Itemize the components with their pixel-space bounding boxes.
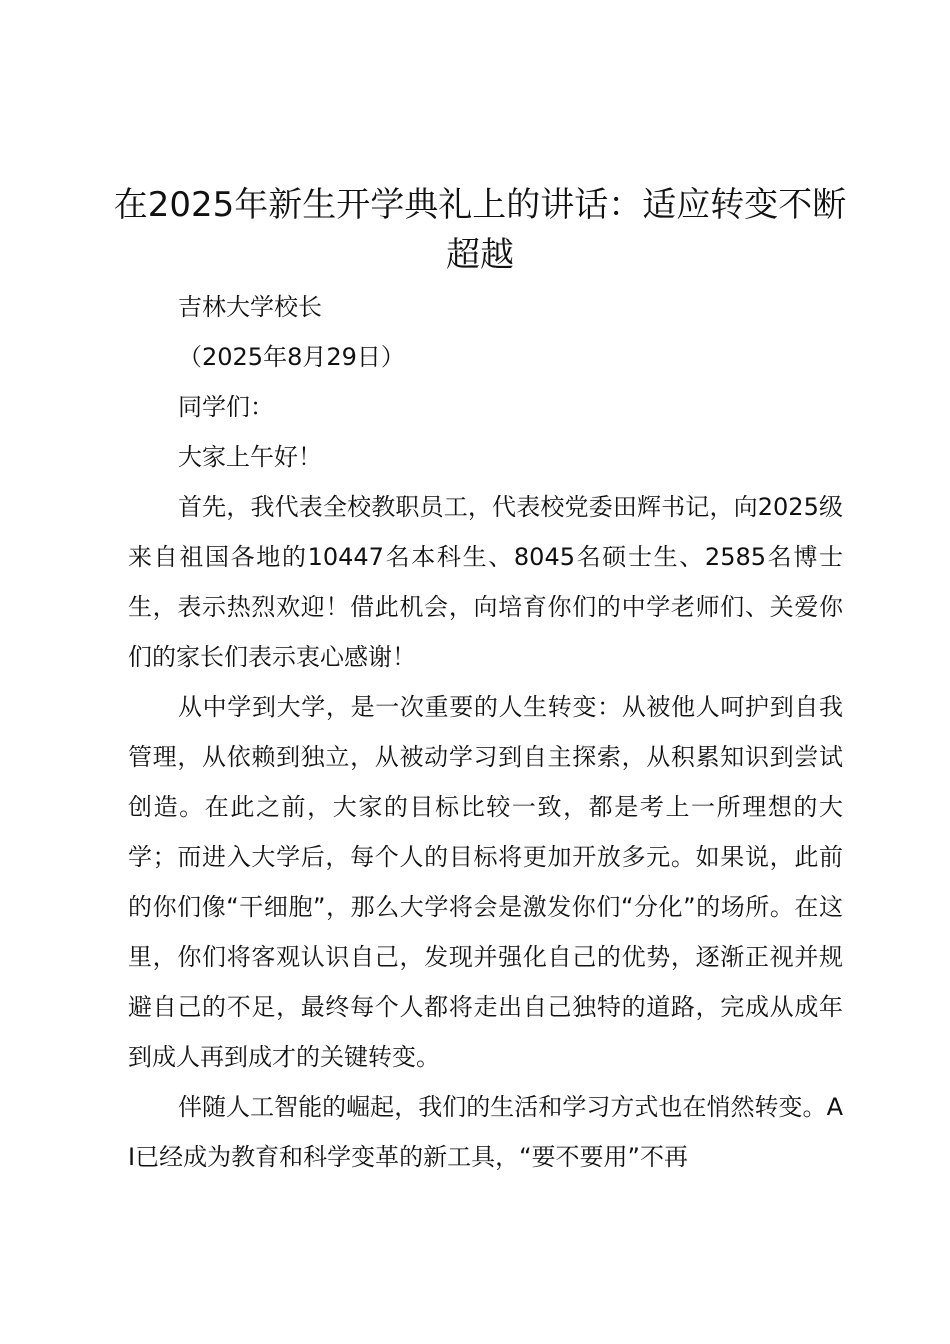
speech-title: 在2025年新生开学典礼上的讲话：适应转变不断超越 bbox=[113, 185, 847, 275]
salutation-line: 同学们： bbox=[178, 393, 274, 421]
paragraph-welcome: 首先，我代表全校教职员工，代表校党委田辉书记，向2025级来自祖国各地的10447名本科生、8045名硕士生、2585名博士生，表示热烈欢迎！借此机会，向培育你们的中学老师们、关爱你们的家长们表示衷心感谢！ bbox=[128, 493, 843, 671]
greeting-line: 大家上午好！ bbox=[178, 443, 322, 471]
paragraph-transition: 从中学到大学，是一次重要的人生转变：从被他人呵护到自我管理，从依赖到独立，从被动学习到自主探索，从积累知识到尝试创造。在此之前，大家的目标比较一致，都是考上一所理想的大学；而进入大学后，每个人的目标将更加开放多元。如果说，此前的你们像“干细胞”，那么大学将会是激发你们“分化”的场所。在这里，你们将客观认识自己，发现并强化自己的优势，逐渐正视并规避自己的不足，最终每个人都将走出自己独特的道路，完成从成年到成人再到成才的关键转变。 bbox=[128, 693, 843, 1071]
paragraph-ai: 伴随人工智能的崛起，我们的生活和学习方式也在悄然转变。AI已经成为教育和科学变革的新工具，“要不要用”不再 bbox=[128, 1093, 843, 1171]
author-line: 吉林大学校长 bbox=[178, 293, 322, 321]
date-line: （2025年8月29日） bbox=[178, 343, 405, 371]
speech-body bbox=[128, 282, 843, 1182]
